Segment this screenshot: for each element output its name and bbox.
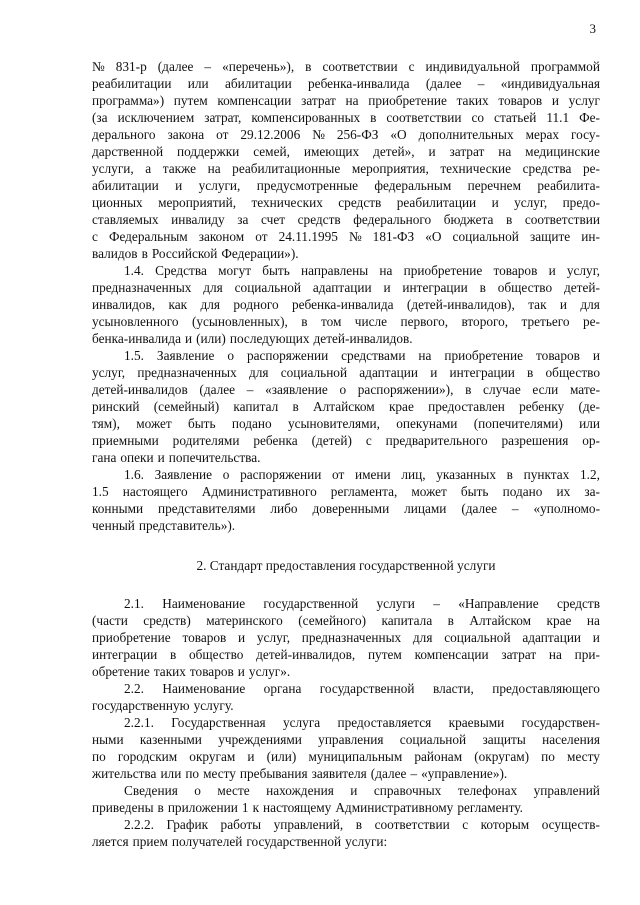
text-line: приемными родителями ребенка (детей) с предварительного разрешения ор-: [92, 433, 600, 448]
text-line: реабилитации или абилитации ребенка-инвалида (далее – «индивидуальная: [92, 76, 600, 91]
paragraph: [92, 595, 600, 680]
text-line: тям), может быть подано усыновителями, опекунами (попечителями) или: [92, 416, 600, 431]
paragraph: [92, 347, 600, 466]
document-body: [92, 58, 600, 850]
text-line: ченный представитель»).: [92, 518, 236, 533]
text-line: инвалидов, как для родного ребенка-инвалида (детей-инвалидов), так и для: [92, 297, 600, 312]
paragraph: [92, 714, 600, 782]
paragraph: [92, 58, 600, 262]
text-line: дарственной поддержки семей, имеющих детей», и затрат на медицинские: [92, 144, 600, 159]
text-line: приобретение товаров и услуг, предназначенных для социальной адаптации и: [92, 630, 600, 645]
text-line: 1.4. Средства могут быть направлены на приобретение товаров и услуг,: [124, 263, 600, 278]
text-line: конными представителями либо доверенными лицами (далее – «уполномо-: [92, 501, 600, 516]
text-line: усыновленного (усыновленных), в том числе первого, второго, третьего ре-: [92, 314, 600, 329]
text-line: гана опеки и попечительства.: [92, 450, 261, 465]
section-2-body: [92, 595, 600, 850]
text-line: 2.2.2. График работы управлений, в соответствии с которым осуществ-: [124, 817, 600, 832]
text-line: услуг, предназначенных для социальной адаптации и интеграции в общество: [92, 365, 600, 380]
text-line: валидов в Российской Федерации»).: [92, 246, 299, 261]
text-line: дерального закона от 29.12.2006 № 256-ФЗ «О дополнительных мерах госу-: [92, 127, 600, 142]
text-line: программа») путем компенсации затрат на приобретение таких товаров и услуг: [92, 93, 600, 108]
text-line: приведены в приложении 1 к настоящему Административному регламенту.: [92, 800, 523, 815]
text-line: с Федеральным законом от 24.11.1995 № 181-ФЗ «О социальной защите ин-: [92, 229, 600, 244]
text-line: интеграции в общество детей-инвалидов, путем компенсации затрат на при-: [92, 647, 600, 662]
text-line: 1.6. Заявление о распоряжении от имени лиц, указанных в пунктах 1.2,: [124, 467, 600, 482]
page-number: 3: [589, 21, 596, 36]
text-line: 1.5. Заявление о распоряжении средствами на приобретение товаров и: [124, 348, 600, 363]
text-line: государственную услугу.: [92, 698, 234, 713]
section-heading: 2. Стандарт предоставления государственной услуги: [196, 558, 496, 573]
paragraph: [92, 782, 600, 816]
text-line: абилитации и услуги, предусмотренные федеральным перечнем реабилита-: [92, 178, 600, 193]
text-line: обретение таких товаров и услуг».: [92, 664, 291, 679]
text-line: ставляемых инвалиду за счет средств федерального бюджета в соответствии: [92, 212, 600, 227]
paragraph: [92, 262, 600, 347]
text-line: 2.1. Наименование государственной услуги – «Направление средств: [124, 596, 600, 611]
text-line: ляется прием получателей государственной услуги:: [92, 834, 388, 849]
text-line: услуги, а также на реабилитационные мероприятия, технические средства ре-: [92, 161, 600, 176]
text-line: жительства или по месту пребывания заявителя (далее – «управление»).: [92, 766, 508, 781]
text-line: 2.2. Наименование органа государственной власти, предоставляющего: [124, 681, 600, 696]
text-line: по городским округам и (или) муниципальным районам (округам) по месту: [92, 749, 600, 764]
paragraph: [92, 466, 600, 534]
text-line: № 831-р (далее – «перечень»), в соответствии с индивидуальной программой: [92, 59, 600, 74]
paragraph: [92, 816, 600, 850]
text-line: Сведения о месте нахождения и справочных телефонах управлений: [124, 783, 600, 798]
text-line: предназначенных для социальной адаптации и интеграции в общество детей-: [92, 280, 600, 295]
text-line: (за исключением затрат, компенсированных в соответствии со статьей 11.1 Фе-: [92, 110, 600, 125]
text-line: бенка-инвалида и (или) последующих детей-инвалидов.: [92, 331, 413, 346]
text-line: ными казенными учреждениями управления социальной защиты населения: [92, 732, 600, 747]
text-line: ринский (семейный) капитал в Алтайском крае предоставлен ребенку (де-: [92, 399, 600, 414]
text-line: детей-инвалидов (далее – «заявление о распоряжении»), в случае если мате-: [92, 382, 600, 397]
text-line: ционных мероприятий, технических средств реабилитации и услуг, предо-: [92, 195, 600, 210]
section-1-continuation: [92, 58, 600, 534]
text-line: (части средств) материнского (семейного) капитала в Алтайском крае на: [92, 613, 600, 628]
paragraph: [92, 680, 600, 714]
text-line: 1.5 настоящего Административного регламента, может быть подано их за-: [92, 484, 600, 499]
text-line: 2.2.1. Государственная услуга предоставляется краевыми государствен-: [124, 715, 600, 730]
